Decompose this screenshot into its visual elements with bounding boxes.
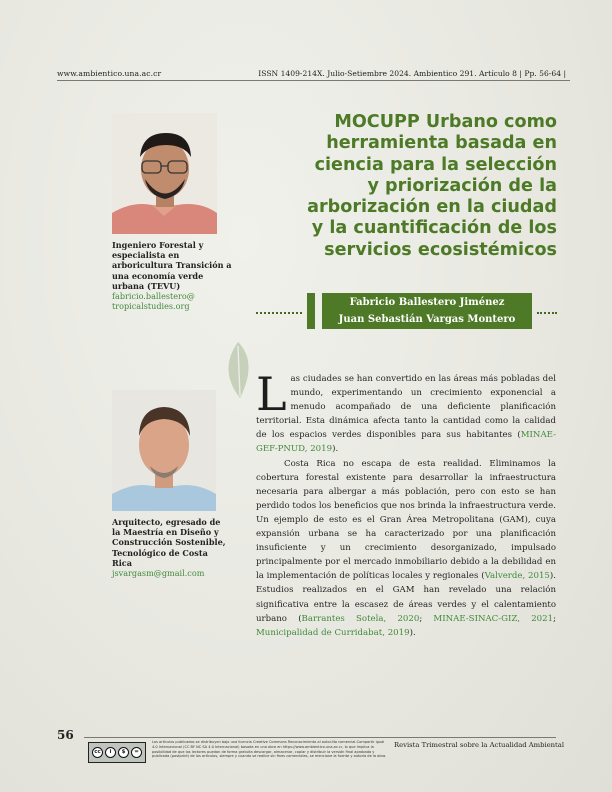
article-body [256, 367, 556, 640]
citation-link[interactable]: Valverde, 2015 [484, 571, 550, 582]
cc-icon: cc [92, 747, 103, 758]
title-line: ciencia para la selección [314, 154, 557, 175]
sharealike-icon: = [131, 747, 142, 758]
author-name-1: Fabricio Ballestero Jiménez [349, 297, 505, 308]
authors-dotted-rule-right [537, 312, 557, 316]
citation-link[interactable]: MINAE-SINAC-GIZ, 2021 [433, 613, 554, 624]
noncommercial-icon: $ [118, 747, 129, 758]
citation-link[interactable]: Municipalidad de Curridabat, 2019 [256, 627, 410, 638]
citation-link[interactable]: MINAE-GEF-PNUD, 2019 [256, 430, 556, 455]
paragraph-text: as ciudades se han convertido en las áreas más pobladas del mundo, experimentando un crecimiento exponencial a menudo acompañado de una deficiente planificación territorial. Esta dinámica afecta tanto la cantidad como la calidad de los espacios verdes disponibles para sus habitantes ( [256, 374, 556, 441]
author-photo-2 [112, 390, 216, 511]
page-number: 56 [57, 728, 74, 742]
body-paragraph-1 [256, 367, 556, 457]
author-bio-2 [112, 517, 228, 578]
body-paragraph-2 [256, 457, 556, 640]
authors-accent-bar [307, 293, 315, 329]
journal-name: Revista Trimestral sobre la Actualidad Ambiental [394, 741, 564, 749]
author-bio-2-text: Arquitecto, egresado de la Maestría en Diseño y Construcción Sostenible, Tecnológico de Costa Rica [112, 517, 226, 568]
title-line: MOCUPP Urbano como [334, 112, 557, 132]
footer-rule [84, 737, 556, 738]
attribution-icon: i [105, 747, 116, 758]
author-name-2: Juan Sebastián Vargas Montero [338, 314, 516, 325]
article-title [262, 112, 557, 261]
paragraph-text: ). [332, 444, 339, 455]
header-rule [57, 80, 570, 81]
paragraph-text: ; [419, 613, 434, 624]
title-line: y priorización de la [367, 175, 557, 196]
paragraph-text: ). [409, 627, 416, 638]
license-text: Los artículos publicados se distribuyen bajo una licencia Creative Commons Reconocimiento al autor-No comercial-Compartir igual 4.0 Internacional (CC BY NC SA 4.0 Internacional) basada en una obra en https://www.ambientico.una.ac.cr, lo que implica la posibilidad de que los lectores puedan de forma gratuita descargar, almacenar, copiar y distribuir la versión final aprobada y publicada (postprint) de los artículos, siempre y cuando se realice sin fines comerciales, se mencione la fuente y autoría de la obra. [152, 740, 387, 759]
drop-cap: L [256, 367, 287, 421]
authors-dotted-rule-left [256, 312, 302, 316]
author-bio-1-text: Ingeniero Forestal y especialista en arboricultura Transición a una economía verde urbana (TEVU) [112, 240, 232, 291]
author-email-1[interactable]: fabricio.ballestero@ tropicalstudies.org [112, 291, 195, 312]
author-photo-1 [112, 113, 217, 234]
issn-info: ISSN 1409-214X. Julio-Setiembre 2024. Ambientico 291. Artículo 8 | Pp. 56-64 | [258, 69, 566, 78]
title-line: herramienta basada en [326, 133, 557, 154]
title-line: servicios ecosistémicos [324, 239, 557, 260]
creative-commons-badge-icon[interactable] [88, 742, 146, 763]
paragraph-text: ; [553, 613, 556, 624]
title-line: arborización en la ciudad [307, 197, 557, 218]
paragraph-text: Costa Rica no escapa de esta realidad. Eliminamos la cobertura forestal existente para desarrollar la infraestructura necesaria para albergar a más población, pero con esto se han perdido todos los beneficios que nos brinda la infraestructura verde. Un ejemplo de esto es el Gran Área Metropolitana (GAM), cuya expansión urbana se ha caracterizado por una planificación insuficiente y un crecimiento desorganizado, impulsado principalmente por el mercado inmobiliario debido a la debilidad en la implementación de políticas locales y regionales ( [256, 458, 556, 582]
website-url[interactable]: www.ambientico.una.ac.cr [57, 69, 162, 78]
author-bio-1 [112, 240, 232, 311]
leaf-watermark-icon [218, 340, 258, 400]
title-line: y la cuantificación de los [311, 218, 557, 239]
citation-link[interactable]: Barrantes Sotela, 2020 [301, 613, 420, 624]
author-email-2[interactable]: jsvargasm@gmail.com [112, 568, 205, 579]
paragraph-text: ). Estudios realizados en el GAM han revelado una relación significativa entre la escasez de áreas verdes y el calentamiento urbano ( [256, 571, 556, 624]
